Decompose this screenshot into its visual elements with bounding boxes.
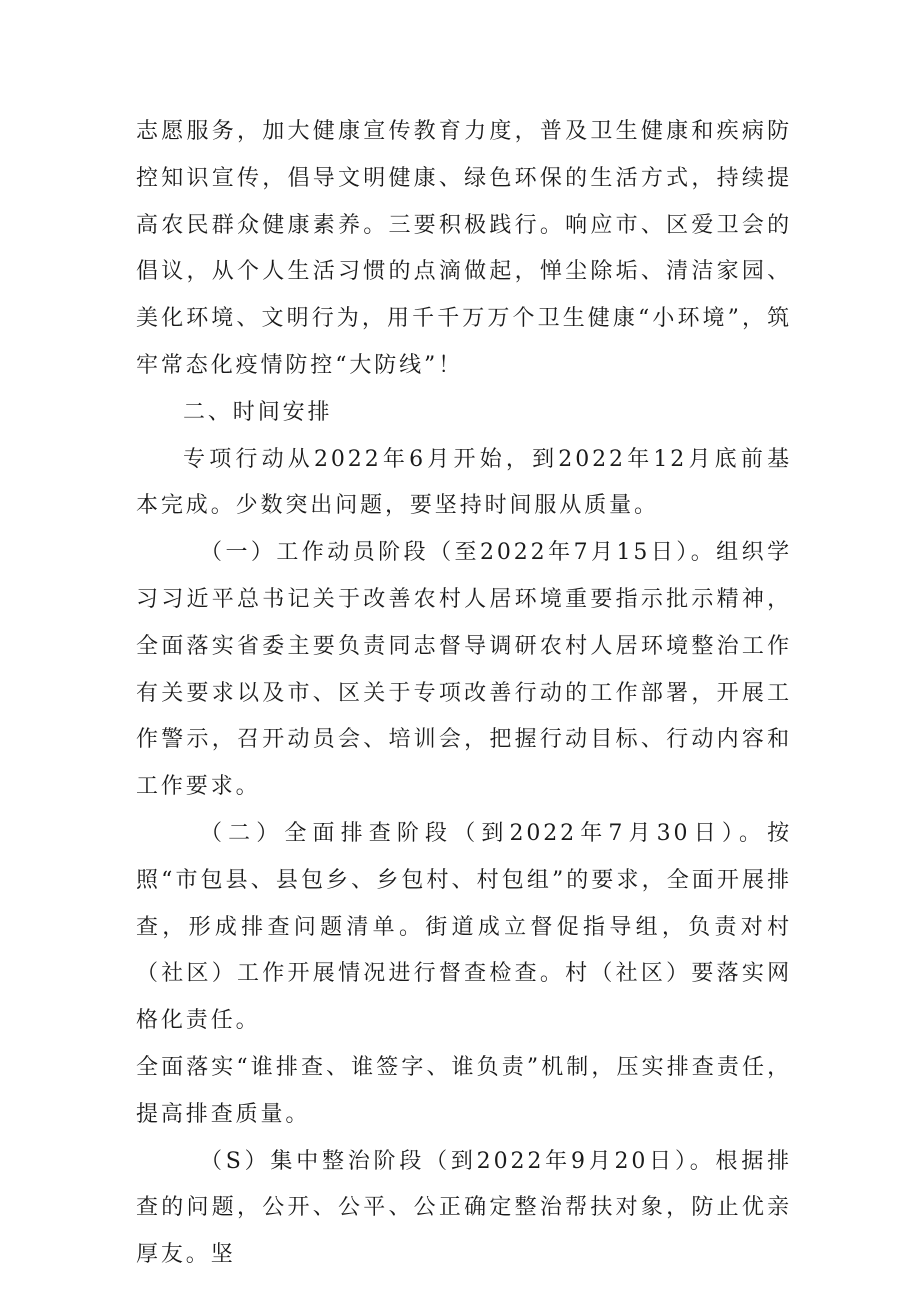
paragraph-phase-one-mobilization: （一）工作动员阶段（至2022年7月15日）。组织学习习近平总书记关于改善农村人居环境重要指示批示精神，全面落实省委主要负责同志督导调研农村人居环境整治工作有关要求以及市、区关于专项改善行动的工作部署，开展工作警示，召开动员会、培训会，把握行动目标、行动内容和工作要求。	[136, 540, 792, 800]
document-body	[136, 109, 792, 1279]
paragraph-phase-two-inspection: （二）全面排查阶段（到2022年7月30日）。按照“市包县、县包乡、乡包村、村包组”的要求，全面开展排查，形成排查问题清单。街道成立督促指导组，负责对村（社区）工作开展情况进行督查检查。村（社区）要落实网格化责任。	[136, 820, 792, 1034]
paragraph-action-period: 专项行动从2022年6月开始，到2022年12月底前基本完成。少数突出问题，要坚持时间服从质量。	[136, 446, 792, 519]
paragraph-volunteer-service: 志愿服务，加大健康宣传教育力度，普及卫生健康和疾病防控知识宣传，倡导文明健康、绿色环保的生活方式，持续提高农民群众健康素养。三要积极践行。响应市、区爱卫会的倡议，从个人生活习惯的点滴做起，惮尘除垢、清洁家园、美化环境、文明行为，用千千万万个卫生健康“小环境”，筑牢常态化疫情防控“大防线”！	[136, 119, 792, 378]
section-heading-time-schedule: 二、时间安排	[183, 399, 333, 425]
paragraph-phase-three-rectification: （S）集中整治阶段（到2022年9月20日）。根据排查的问题，公开、公平、公正确定整治帮扶对象，防止优亲厚友。坚	[136, 1148, 792, 1268]
paragraph-responsibility-mechanism: 全面落实“谁排查、谁签字、谁负责”机制，压实排查责任，提高排查质量。	[136, 1054, 792, 1127]
